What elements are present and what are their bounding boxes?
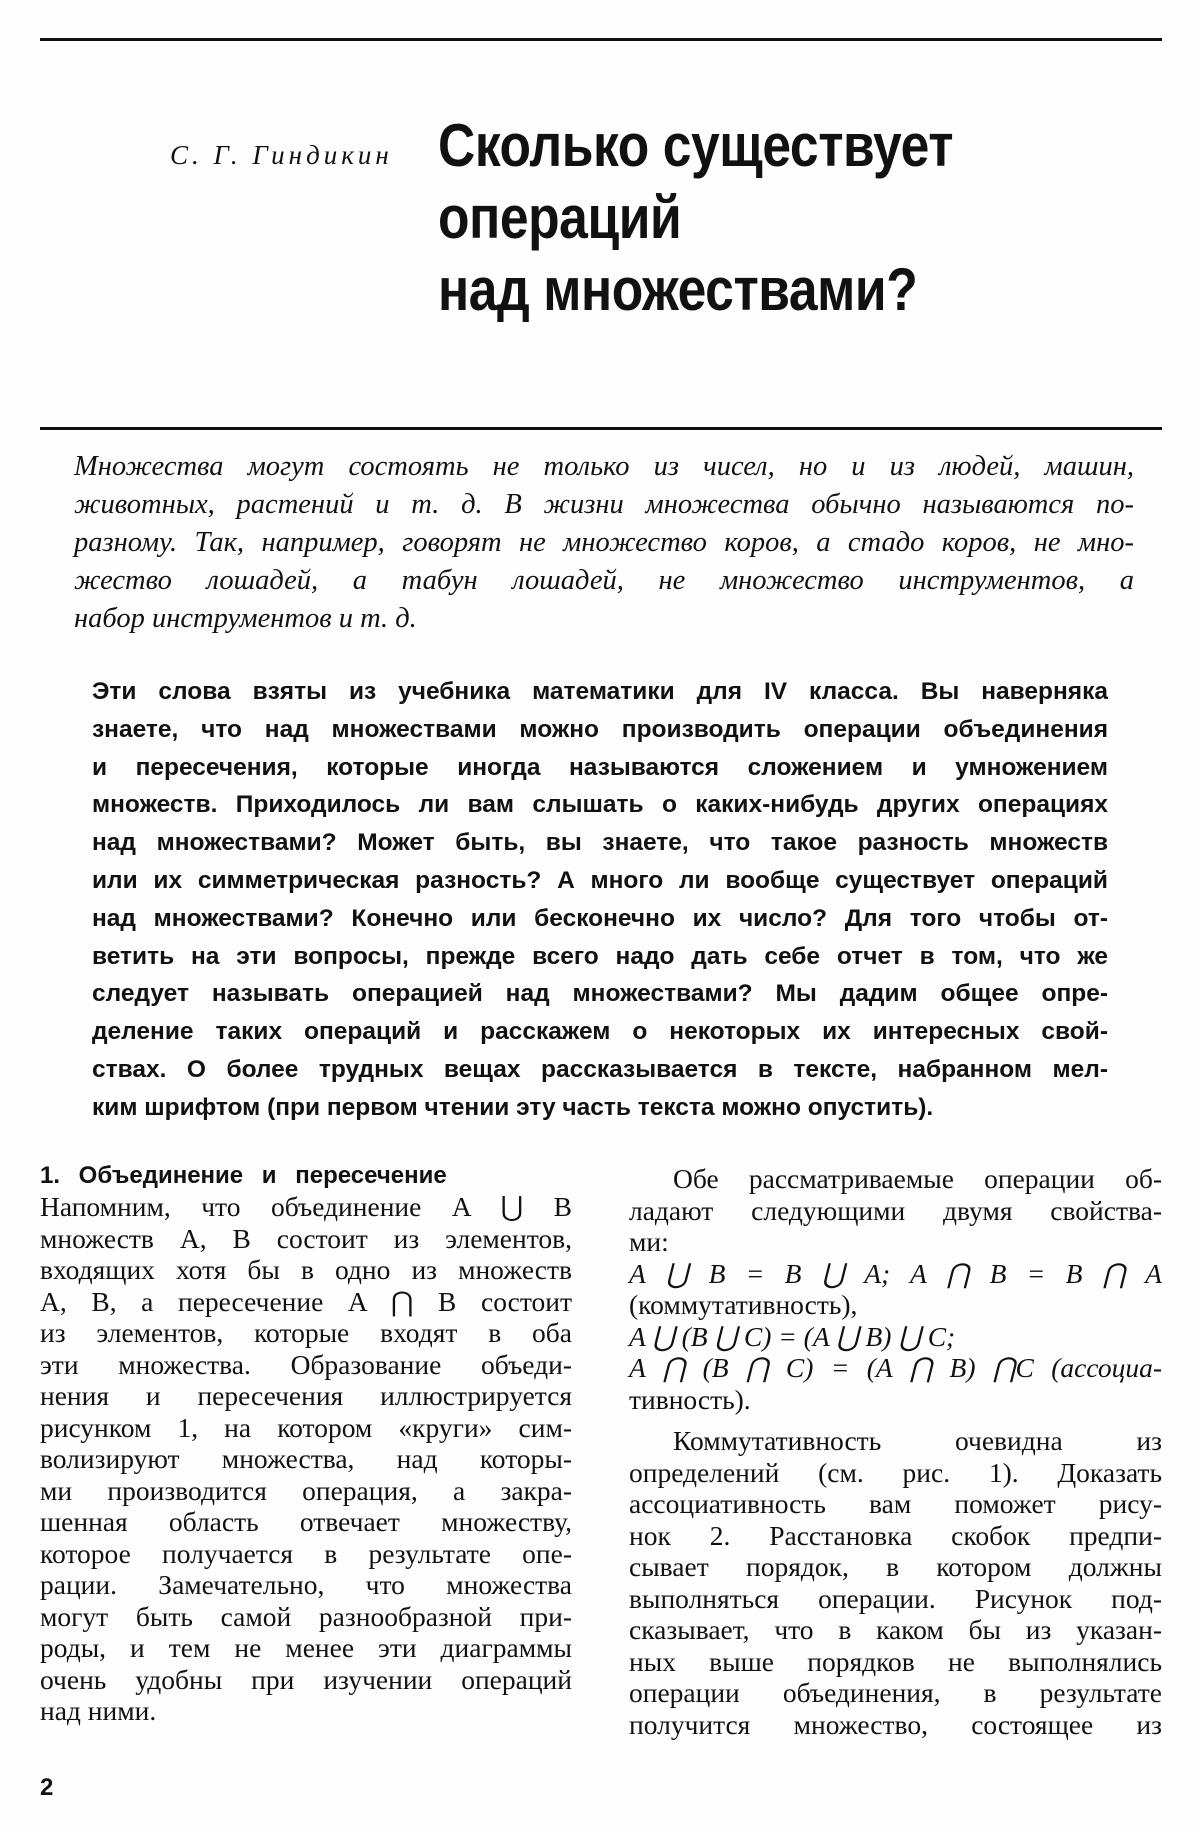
body-line: роды, и тем не менее эти диаграммы	[40, 1632, 572, 1663]
epigraph-line: разному. Так, например, говорят не множество коров, а стадо коров, не мно-	[74, 527, 1134, 558]
intro-paragraph	[92, 673, 1108, 1127]
body-line: которое получается в результате опе-	[40, 1537, 572, 1569]
body-line: входящих хотя бы в одно из множеств	[40, 1254, 572, 1285]
body-line: рации. Замечательно, что множества	[40, 1569, 572, 1600]
page-number: 2	[40, 1774, 54, 1801]
intro-line: над множествами? Может быть, вы знаете, что такое разность множеств	[92, 829, 1108, 857]
body-line: Напомним, что объединение A ⋃ B	[40, 1191, 572, 1222]
section-heading: 1. Объединение и пересечение	[40, 1162, 447, 1189]
section-rule	[40, 427, 1162, 430]
left-column	[40, 1163, 572, 1727]
formula-associative-union: A ⋃ (B ⋃ C) = (A ⋃ B) ⋃ C;	[629, 1320, 956, 1352]
title-line: над множествами?	[438, 256, 918, 323]
author-name: С. Г. Гиндикин	[170, 140, 393, 170]
formula-commutative: A ⋃ B = B ⋃ A; A ⋂ B = B ⋂ A	[629, 1257, 1162, 1289]
body-line: сывает порядок, в котором должны	[629, 1551, 1162, 1582]
intro-line: и пересечения, которые иногда называются сложением и умножением	[92, 753, 1108, 781]
intro-line: над множествами? Конечно или бесконечно их число? Для того чтобы от-	[92, 904, 1108, 932]
body-line: определений (см. рис. 1). Доказать	[629, 1456, 1162, 1488]
formula-associative-intersection: A ⋂ (B ⋂ C) = (A ⋂ B) ⋂C (ассоциа-	[629, 1352, 1162, 1383]
body-line: A, B, а пересечение A ⋂ B состоит	[40, 1285, 572, 1317]
intro-line: знаете, что над множествами можно производить операции объединения	[92, 715, 1108, 743]
paragraph-gap	[629, 1415, 1162, 1425]
body-line: волизируют множества, над которы-	[40, 1443, 572, 1474]
body-line: шенная область отвечает множеству,	[40, 1506, 572, 1537]
intro-line: множеств. Приходилось ли вам слышать о каких-нибудь других операциях	[92, 791, 1108, 819]
body-line: из элементов, которые входят в оба	[40, 1317, 572, 1348]
body-line: сказывает, что в каком бы из указан-	[629, 1614, 1162, 1645]
body-line: нения и пересечения иллюстрируется	[40, 1380, 572, 1411]
body-line: очень удобны при изучении операций	[40, 1663, 572, 1695]
body-line: выполняться операции. Рисунок под-	[629, 1582, 1162, 1614]
body-line: эти множества. Образование объеди-	[40, 1348, 572, 1380]
body-line: над ними.	[40, 1695, 157, 1726]
body-line: Коммутативность очевидна из	[673, 1425, 1162, 1456]
right-column	[629, 1163, 1162, 1740]
formula-label: (коммутативность),	[629, 1289, 858, 1320]
body-line: нок 2. Расстановка скобок предпи-	[629, 1519, 1162, 1551]
epigraph-line: жество лошадей, а табун лошадей, не множество инструментов, а	[74, 565, 1134, 596]
intro-line: ствах. О более трудных вещах рассказывается в тексте, набранном мел-	[92, 1055, 1108, 1083]
epigraph-line: набор инструментов и т. д.	[74, 603, 417, 634]
epigraph-line: животных, растений и т. д. В жизни множества обычно называются по-	[74, 489, 1134, 520]
body-line: ми производится операция, а закра-	[40, 1474, 572, 1506]
intro-line: или их симметрическая разность? А много ли вообще существует операций	[92, 866, 1108, 894]
body-line: рисунком 1, на котором «круги» сим-	[40, 1411, 572, 1443]
body-line: множеств A, B состоит из элементов,	[40, 1222, 572, 1254]
body-line: получится множество, состоящее из	[629, 1708, 1162, 1740]
body-line: Обе рассматриваемые операции об-	[673, 1163, 1162, 1194]
intro-line: деление таких операций и расскажем о некоторых их интересных свой-	[92, 1018, 1108, 1046]
body-line: ассоциативность вам поможет рису-	[629, 1488, 1162, 1519]
formula-label: тивность).	[629, 1383, 751, 1415]
body-line: операции объединения, в результате	[629, 1677, 1162, 1708]
body-line: ладают следующими двумя свойства-	[629, 1194, 1162, 1226]
body-line: ных выше порядков не выполнялись	[629, 1645, 1162, 1677]
intro-line: Эти слова взяты из учебника математики для IV класса. Вы наверняка	[92, 678, 1108, 705]
top-rule	[40, 38, 1162, 41]
intro-line: ким шрифтом (при первом чтении эту часть текста можно опустить).	[92, 1093, 934, 1121]
intro-line: ветить на эти вопросы, прежде всего надо дать себе отчет в том, что же	[92, 942, 1108, 970]
epigraph-line: Множества могут состоять не только из чисел, но и из людей, машин,	[74, 451, 1134, 482]
title-line: операций	[438, 184, 682, 251]
title-line: Сколько существует	[438, 112, 954, 179]
body-line: могут быть самой разнообразной при-	[40, 1600, 572, 1632]
epigraph	[74, 448, 1134, 638]
intro-line: следует называть операцией над множествами? Мы дадим общее опре-	[92, 980, 1108, 1008]
article-title	[438, 110, 953, 326]
body-line: ми:	[629, 1226, 669, 1257]
